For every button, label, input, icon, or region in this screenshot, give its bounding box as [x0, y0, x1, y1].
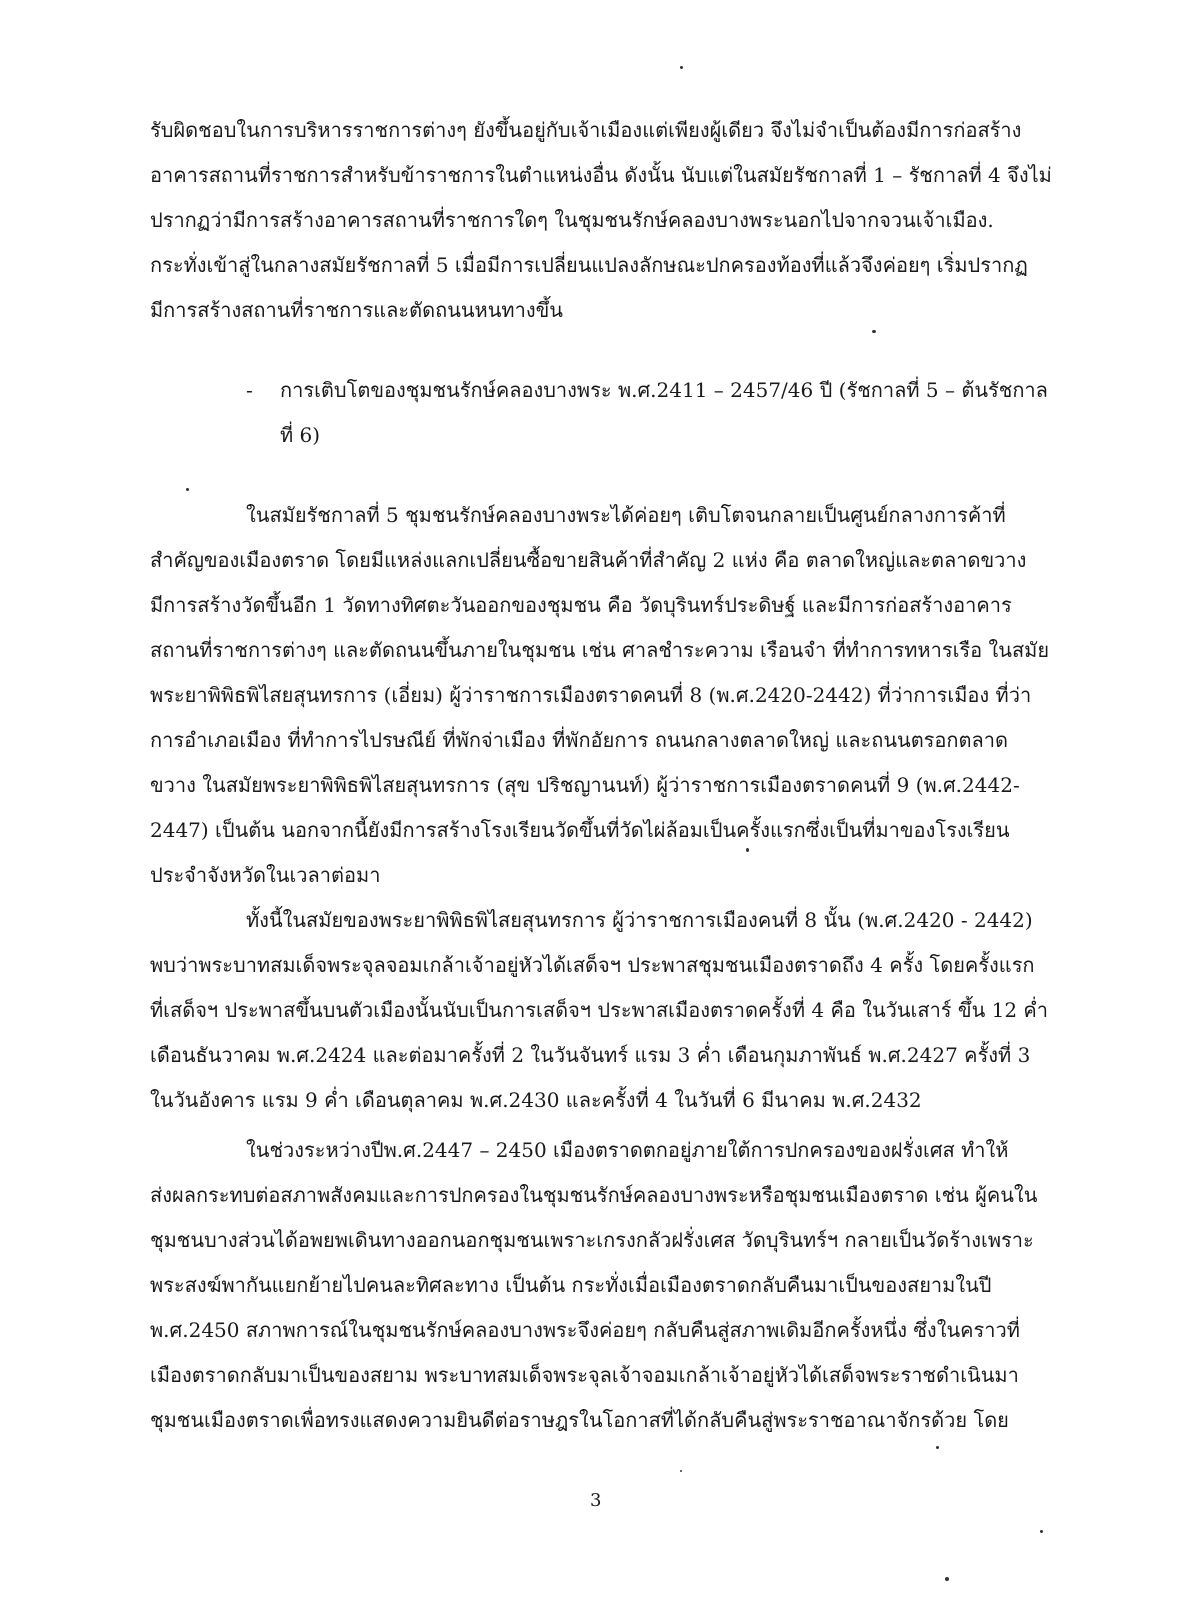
paragraph-2-line-7: ขวาง ในสมัยพระยาพิพิธพิไสยสุนทรการ (สุข ปริชญานนท์) ผู้ว่าราชการเมืองตราดคนที่ 9 (พ.ศ.2442- [150, 773, 1020, 797]
paragraph-3-line-4: เดือนธันวาคม พ.ศ.2424 และต่อมาครั้งที่ 2 ในวันจันทร์ แรม 3 ค่ำ เดือนกุมภาพันธ์ พ.ศ.2427 ครั้งที่ 3 [150, 1043, 1031, 1067]
paragraph-1-line-3: ปรากฏว่ามีการสร้างอาคารสถานที่ราชการใดๆ ในชุมชนรักษ์คลองบางพระนอกไปจากจวนเจ้าเมือง. [150, 208, 994, 232]
paragraph-1-line-5: มีการสร้างสถานที่ราชการและตัดถนนหนทางขึ้น [150, 298, 563, 322]
scan-speck [746, 848, 749, 852]
scan-speck [945, 1577, 949, 1581]
paragraph-4-line-2: ส่งผลกระทบต่อสภาพสังคมและการปกครองในชุมชนรักษ์คลองบางพระหรือชุมชนเมืองตราด เช่น ผู้คนใน [150, 1183, 1038, 1207]
paragraph-2-line-1: ในสมัยรัชกาลที่ 5 ชุมชนรักษ์คลองบางพระได้ค่อยๆ เติบโตจนกลายเป็นศูนย์กลางการค้าที่ [246, 503, 1006, 527]
paragraph-3-line-1: ทั้งนี้ในสมัยของพระยาพิพิธพิไสยสุนทรการ ผู้ว่าราชการเมืองคนที่ 8 นั้น (พ.ศ.2420 - 2442) [246, 908, 1033, 932]
paragraph-4-line-3: ชุมชนบางส่วนได้อพยพเดินทางออกนอกชุมชนเพราะเกรงกลัวฝรั่งเศส วัดบุรินทร์ฯ กลายเป็นวัดร้างเพราะ [150, 1228, 1034, 1252]
paragraph-1-line-4: กระทั่งเข้าสู่ในกลางสมัยรัชกาลที่ 5 เมื่อมีการเปลี่ยนแปลงลักษณะปกครองท้องที่แล้วจึงค่อยๆ เริ่มปรากฏ [150, 253, 1028, 277]
paragraph-2-line-4: สถานที่ราชการต่างๆ และตัดถนนขึ้นภายในชุมชน เช่น ศาลชำระความ เรือนจำ ที่ทำการทหารเรือ ในสมัย [150, 638, 1050, 662]
paragraph-2-line-8: 2447) เป็นต้น นอกจากนี้ยังมีการสร้างโรงเรียนวัดขึ้นที่วัดไผ่ล้อมเป็นครั้งแรกซึ่งเป็นที่มาของโรงเรียน [150, 818, 1010, 842]
paragraph-3-line-2: พบว่าพระบาทสมเด็จพระจุลจอมเกล้าเจ้าอยู่หัวได้เสด็จฯ ประพาสชุมชนเมืองตราดถึง 4 ครั้ง โดยครั้งแรก [150, 953, 1035, 977]
paragraph-1-line-1: รับผิดชอบในการบริหารราชการต่างๆ ยังขึ้นอยู่กับเจ้าเมืองแต่เพียงผู้เดียว จึงไม่จำเป็นต้องมีการก่อสร้าง [150, 118, 1022, 142]
paragraph-2-line-3: มีการสร้างวัดขึ้นอีก 1 วัดทางทิศตะวันออกของชุมชน คือ วัดบุรินทร์ประดิษฐ์ และมีการก่อสร้างอาคาร [150, 593, 1012, 617]
paragraph-2-line-9: ประจำจังหวัดในเวลาต่อมา [150, 863, 381, 887]
paragraph-2-line-5: พระยาพิพิธพิไสยสุนทรการ (เอี่ยม) ผู้ว่าราชการเมืองตราดคนที่ 8 (พ.ศ.2420-2442) ที่ว่าการเมือง ที่ว่า [150, 683, 1032, 707]
scan-speck [936, 1446, 939, 1449]
paragraph-4-line-7: ชุมชนเมืองตราดเพื่อทรงแสดงความยินดีต่อราษฎรในโอกาสที่ได้กลับคืนสู่พระราชอาณาจักรด้วย โดย [150, 1408, 1009, 1432]
section-heading-line-1: การเติบโตของชุมชนรักษ์คลองบางพระ พ.ศ.2411 – 2457/46 ปี (รัชกาลที่ 5 – ต้นรัชกาล [280, 378, 1048, 402]
paragraph-4-line-4: พระสงฆ์พากันแยกย้ายไปคนละทิศละทาง เป็นต้น กระทั่งเมื่อเมืองตราดกลับคืนมาเป็นของสยามในปี [150, 1273, 992, 1297]
scan-speck [872, 330, 876, 333]
scan-speck [680, 66, 683, 69]
paragraph-2-line-2: สำคัญของเมืองตราด โดยมีแหล่งแลกเปลี่ยนซื้อขายสินค้าที่สำคัญ 2 แห่ง คือ ตลาดใหญ่และตลาดขวาง [150, 548, 1027, 572]
paragraph-1-line-2: อาคารสถานที่ราชการสำหรับข้าราชการในตำแหน่งอื่น ดังนั้น นับแต่ในสมัยรัชกาลที่ 1 – รัชกาลที่ 4 จึงไม่ [150, 163, 1052, 187]
scan-speck [186, 488, 189, 491]
paragraph-3-line-5: ในวันอังคาร แรม 9 ค่ำ เดือนตุลาคม พ.ศ.2430 และครั้งที่ 4 ในวันที่ 6 มีนาคม พ.ศ.2432 [150, 1088, 922, 1112]
paragraph-3-line-3: ที่เสด็จฯ ประพาสขึ้นบนตัวเมืองนั้นนับเป็นการเสด็จฯ ประพาสเมืองตราดครั้งที่ 4 คือ ในวันเสาร์ ขึ้น 12 ค่ำ [150, 998, 1049, 1022]
section-bullet-dash: - [246, 378, 253, 402]
paragraph-4-line-6: เมืองตราดกลับมาเป็นของสยาม พระบาทสมเด็จพระจุลเจ้าจอมเกล้าเจ้าอยู่หัวได้เสด็จพระราชดำเนินมา [150, 1363, 1019, 1387]
section-heading-line-2: ที่ 6) [280, 423, 321, 447]
paragraph-2-line-6: การอำเภอเมือง ที่ทำการไปรษณีย์ ที่พักจ่าเมือง ที่พักอัยการ ถนนกลางตลาดใหญ่ และถนนตรอกตลาด [150, 728, 1009, 752]
scan-speck [680, 1470, 682, 1472]
paragraph-4-line-5: พ.ศ.2450 สภาพการณ์ในชุมชนรักษ์คลองบางพระจึงค่อยๆ กลับคืนสู่สภาพเดิมอีกครั้งหนึ่ง ซึ่งในคราวที่ [150, 1318, 1020, 1342]
scan-speck [1040, 1530, 1043, 1533]
paragraph-4-line-1: ในช่วงระหว่างปีพ.ศ.2447 – 2450 เมืองตราดตกอยู่ภายใต้การปกครองของฝรั่งเศส ทำให้ [246, 1138, 1009, 1162]
page-number: 3 [590, 1490, 602, 1511]
